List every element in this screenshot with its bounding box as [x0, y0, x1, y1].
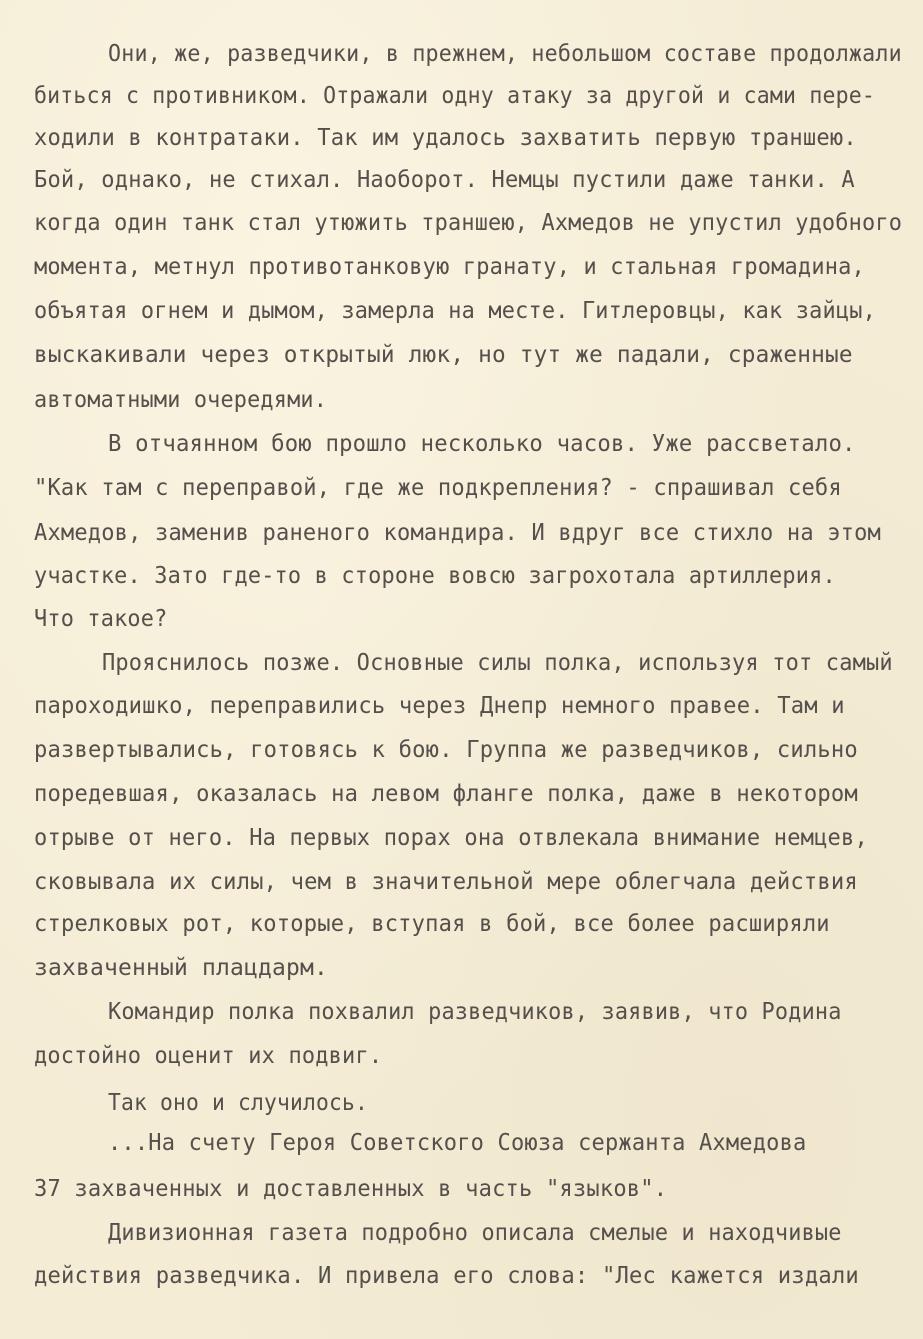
- text-line: выскакивали через открытый люк, но тут же падали, сраженные: [34, 342, 853, 368]
- text-line: Ахмедов, заменив раненого командира. И вдруг все стихло на этом: [34, 520, 882, 546]
- text-line: достойно оценит их подвиг.: [34, 1043, 383, 1069]
- text-line: объятая огнем и дымом, замерла на месте. Гитлеровцы, как зайцы,: [34, 298, 876, 324]
- text-line: ...На счету Героя Советского Союза сержанта Ахмедова: [108, 1130, 807, 1156]
- text-line: момента, метнул противотанковую гранату, и стальная громадина,: [34, 254, 865, 280]
- text-line: когда один танк стал утюжить траншею, Ахмедов не упустил удобного: [34, 210, 903, 236]
- text-line: 37 захваченных и доставленных в часть "языков".: [34, 1176, 668, 1202]
- text-line: Бой, однако, не стихал. Наоборот. Немцы пустили даже танки. А: [34, 167, 855, 193]
- text-line: участке. Зато где-то в стороне вовсю загрохотала артиллерия.: [34, 563, 836, 589]
- text-line: ходили в контратаки. Так им удалось захватить первую траншею.: [34, 125, 857, 151]
- text-line: Они, же, разведчики, в прежнем, небольшом составе продолжали: [108, 41, 902, 67]
- text-line: поредевшая, оказалась на левом фланге полка, даже в некотором: [34, 781, 858, 807]
- text-line: отрыве от него. На первых порах она отвлекала внимание немцев,: [34, 825, 868, 851]
- text-line: Так оно и случилось.: [108, 1090, 368, 1116]
- text-line: Дивизионная газета подробно описала смелые и находчивые: [108, 1220, 842, 1246]
- text-line: биться с противником. Отражали одну атаку за другой и сами пере-: [34, 83, 876, 109]
- text-line: развертывались, готовясь к бою. Группа же разведчиков, сильно: [34, 737, 858, 763]
- text-line: Командир полка похвалил разведчиков, заявив, что Родина: [108, 999, 842, 1025]
- text-line: действия разведчика. И привела его слова: "Лес кажется издали: [34, 1263, 859, 1289]
- text-line: Что такое?: [34, 606, 168, 632]
- text-line: захваченный плацдарм.: [34, 955, 328, 981]
- text-line: сковывала их силы, чем в значительной мере облегчала действия: [34, 869, 858, 895]
- text-line: пароходишко, переправились через Днепр немного правее. Там и: [34, 693, 845, 719]
- text-line: Прояснилось позже. Основные силы полка, используя тот самый: [102, 650, 893, 676]
- text-line: В отчаянном бою прошло несколько часов. Уже рассветало.: [108, 431, 856, 457]
- text-line: стрелковых рот, которые, вступая в бой, все более расширяли: [34, 911, 830, 937]
- text-line: "Как там с переправой, где же подкрепления? - спрашивал себя: [34, 475, 842, 501]
- text-line: автоматными очередями.: [34, 387, 328, 413]
